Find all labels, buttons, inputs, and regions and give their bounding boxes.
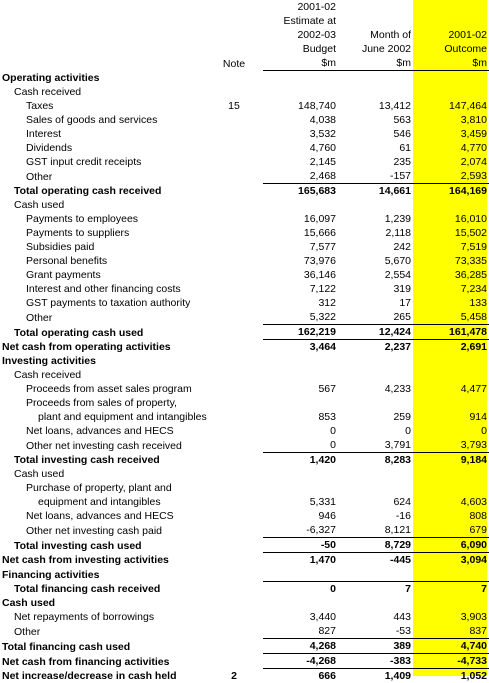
row-outcome: 4,603 xyxy=(413,495,489,509)
row-note xyxy=(205,184,263,199)
row-month: 1,239 xyxy=(338,212,413,226)
row-month: 546 xyxy=(338,127,413,141)
row-label: Subsidies paid xyxy=(0,240,205,254)
row-estimate: 165,683 xyxy=(263,184,338,199)
row-month: 319 xyxy=(338,282,413,296)
row-outcome: 164,169 xyxy=(413,184,489,199)
table-row xyxy=(0,155,489,169)
row-label: Total operating cash received xyxy=(0,184,205,199)
row-note xyxy=(205,340,263,355)
row-label: Cash received xyxy=(0,85,205,99)
row-estimate: 312 xyxy=(263,296,338,310)
row-label: Payments to suppliers xyxy=(0,226,205,240)
row-estimate: 162,219 xyxy=(263,325,338,340)
outcome-header-line-2: Outcome xyxy=(413,42,489,56)
row-month: 259 xyxy=(338,410,413,424)
table-row xyxy=(0,424,489,438)
row-estimate: 853 xyxy=(263,410,338,424)
month-header-unit: $m xyxy=(338,56,413,71)
table-row xyxy=(0,582,489,597)
row-month xyxy=(338,596,413,610)
row-label: Cash used xyxy=(0,198,205,212)
row-month: 17 xyxy=(338,296,413,310)
row-estimate: 4,268 xyxy=(263,639,338,654)
est-header-line-2: Estimate at xyxy=(263,14,338,28)
row-outcome: 0 xyxy=(413,424,489,438)
row-outcome: 3,459 xyxy=(413,127,489,141)
row-estimate xyxy=(263,467,338,481)
row-label: Net cash from operating activities xyxy=(0,340,205,355)
row-note: 15 xyxy=(205,99,263,113)
row-label: Financing activities xyxy=(0,567,205,582)
row-estimate: -50 xyxy=(263,538,338,553)
table-row xyxy=(0,198,489,212)
outcome-header-line-1: 2001-02 xyxy=(413,28,489,42)
row-month: -157 xyxy=(338,169,413,184)
row-label: Net loans, advances and HECS xyxy=(0,509,205,523)
table-row xyxy=(0,99,489,113)
row-month: 61 xyxy=(338,141,413,155)
row-note xyxy=(205,169,263,184)
est-header-line-1: 2001-02 xyxy=(263,0,338,14)
row-month: 5,670 xyxy=(338,254,413,268)
row-note: 2 xyxy=(205,669,263,683)
table-row xyxy=(0,396,489,410)
row-outcome xyxy=(413,567,489,582)
row-estimate: 0 xyxy=(263,582,338,597)
row-note xyxy=(205,354,263,368)
row-estimate xyxy=(263,481,338,495)
row-outcome: 161,478 xyxy=(413,325,489,340)
row-estimate xyxy=(263,396,338,410)
row-label: Cash received xyxy=(0,368,205,382)
table-row xyxy=(0,254,489,268)
row-label: Net cash from investing activities xyxy=(0,553,205,568)
row-estimate: 3,440 xyxy=(263,610,338,624)
row-note xyxy=(205,212,263,226)
row-estimate: 567 xyxy=(263,382,338,396)
est-header-line-3: 2002-03 xyxy=(263,28,338,42)
table-row xyxy=(0,467,489,481)
table-row xyxy=(0,567,489,582)
row-outcome: 3,903 xyxy=(413,610,489,624)
row-outcome: 147,464 xyxy=(413,99,489,113)
row-month: 3,791 xyxy=(338,438,413,453)
row-label: Purchase of property, plant and xyxy=(0,481,205,495)
row-month: 12,424 xyxy=(338,325,413,340)
row-label: Other xyxy=(0,310,205,325)
row-outcome xyxy=(413,368,489,382)
row-month: 563 xyxy=(338,113,413,127)
table-row xyxy=(0,127,489,141)
row-outcome: 5,458 xyxy=(413,310,489,325)
row-label: Cash used xyxy=(0,596,205,610)
table-row xyxy=(0,453,489,468)
row-note xyxy=(205,226,263,240)
row-outcome: 4,770 xyxy=(413,141,489,155)
row-outcome xyxy=(413,198,489,212)
row-outcome: 16,010 xyxy=(413,212,489,226)
row-note xyxy=(205,268,263,282)
table-row xyxy=(0,509,489,523)
row-estimate: 7,577 xyxy=(263,240,338,254)
row-estimate: 7,122 xyxy=(263,282,338,296)
row-month xyxy=(338,467,413,481)
row-label: Cash used xyxy=(0,467,205,481)
header-row-5 xyxy=(0,56,489,71)
row-label: plant and equipment and intangibles xyxy=(0,410,205,424)
row-estimate: 1,420 xyxy=(263,453,338,468)
row-estimate xyxy=(263,354,338,368)
est-header-line-4: Budget xyxy=(263,42,338,56)
row-note xyxy=(205,240,263,254)
row-outcome xyxy=(413,354,489,368)
row-outcome xyxy=(413,396,489,410)
row-estimate: 73,976 xyxy=(263,254,338,268)
row-note xyxy=(205,553,263,568)
row-estimate: 946 xyxy=(263,509,338,523)
row-month: 14,661 xyxy=(338,184,413,199)
table-row xyxy=(0,523,489,538)
row-month: 2,237 xyxy=(338,340,413,355)
row-label: Proceeds from asset sales program xyxy=(0,382,205,396)
row-label: Net increase/decrease in cash held xyxy=(0,669,205,683)
table-row xyxy=(0,85,489,99)
row-note xyxy=(205,410,263,424)
row-note xyxy=(205,325,263,340)
row-note xyxy=(205,282,263,296)
row-outcome: 15,502 xyxy=(413,226,489,240)
row-month: -16 xyxy=(338,509,413,523)
table-row xyxy=(0,113,489,127)
row-note xyxy=(205,155,263,169)
row-label: Taxes xyxy=(0,99,205,113)
row-month: 0 xyxy=(338,424,413,438)
row-outcome xyxy=(413,85,489,99)
row-outcome: 679 xyxy=(413,523,489,538)
row-outcome: 2,691 xyxy=(413,340,489,355)
row-note xyxy=(205,523,263,538)
row-estimate xyxy=(263,71,338,86)
table-row xyxy=(0,212,489,226)
table-row xyxy=(0,382,489,396)
row-month: 2,118 xyxy=(338,226,413,240)
row-label: Other net investing cash paid xyxy=(0,523,205,538)
row-label: Interest xyxy=(0,127,205,141)
row-note xyxy=(205,567,263,582)
row-label: Proceeds from sales of property, xyxy=(0,396,205,410)
row-estimate: 2,145 xyxy=(263,155,338,169)
row-label: Other xyxy=(0,169,205,184)
row-label: Other net investing cash received xyxy=(0,438,205,453)
row-estimate: -6,327 xyxy=(263,523,338,538)
row-outcome: 4,477 xyxy=(413,382,489,396)
table-row xyxy=(0,282,489,296)
row-note xyxy=(205,368,263,382)
row-estimate xyxy=(263,198,338,212)
row-note xyxy=(205,85,263,99)
row-label: Interest and other financing costs xyxy=(0,282,205,296)
row-note xyxy=(205,424,263,438)
row-month: 265 xyxy=(338,310,413,325)
row-outcome: 808 xyxy=(413,509,489,523)
row-label: Other xyxy=(0,624,205,639)
table-row xyxy=(0,410,489,424)
table-row xyxy=(0,624,489,639)
row-month: -383 xyxy=(338,654,413,669)
row-label: Total financing cash received xyxy=(0,582,205,597)
row-label: GST input credit receipts xyxy=(0,155,205,169)
row-note xyxy=(205,481,263,495)
row-estimate: 666 xyxy=(263,669,338,683)
row-outcome: 3,094 xyxy=(413,553,489,568)
row-label: Dividends xyxy=(0,141,205,155)
row-estimate xyxy=(263,85,338,99)
row-note xyxy=(205,127,263,141)
table-row xyxy=(0,354,489,368)
table-row xyxy=(0,368,489,382)
row-label: Grant payments xyxy=(0,268,205,282)
row-label: equipment and intangibles xyxy=(0,495,205,509)
row-note xyxy=(205,254,263,268)
table-row xyxy=(0,596,489,610)
row-estimate: 5,322 xyxy=(263,310,338,325)
row-note xyxy=(205,453,263,468)
row-month: 8,121 xyxy=(338,523,413,538)
row-month: 8,729 xyxy=(338,538,413,553)
row-label: Personal benefits xyxy=(0,254,205,268)
table-row xyxy=(0,654,489,669)
row-note xyxy=(205,624,263,639)
row-note xyxy=(205,141,263,155)
month-header-line-2: June 2002 xyxy=(338,42,413,56)
row-month: 443 xyxy=(338,610,413,624)
row-month xyxy=(338,481,413,495)
row-note xyxy=(205,396,263,410)
row-month: 242 xyxy=(338,240,413,254)
row-label: Net repayments of borrowings xyxy=(0,610,205,624)
row-label: Operating activities xyxy=(0,71,205,86)
row-label: Total investing cash received xyxy=(0,453,205,468)
row-outcome: 837 xyxy=(413,624,489,639)
row-estimate: 16,097 xyxy=(263,212,338,226)
row-estimate: 3,464 xyxy=(263,340,338,355)
row-estimate: 4,038 xyxy=(263,113,338,127)
row-outcome: 7,519 xyxy=(413,240,489,254)
row-note xyxy=(205,509,263,523)
outcome-header-unit: $m xyxy=(413,56,489,71)
row-outcome: 73,335 xyxy=(413,254,489,268)
row-month: 235 xyxy=(338,155,413,169)
table-row xyxy=(0,538,489,553)
table-row xyxy=(0,169,489,184)
row-outcome xyxy=(413,467,489,481)
row-month: -445 xyxy=(338,553,413,568)
row-outcome: 4,740 xyxy=(413,639,489,654)
row-label: Total financing cash used xyxy=(0,639,205,654)
row-month xyxy=(338,368,413,382)
row-label: Investing activities xyxy=(0,354,205,368)
row-outcome: 6,090 xyxy=(413,538,489,553)
row-note xyxy=(205,596,263,610)
row-month: 8,283 xyxy=(338,453,413,468)
row-outcome: 7 xyxy=(413,582,489,597)
row-estimate: 5,331 xyxy=(263,495,338,509)
table-row xyxy=(0,310,489,325)
row-note xyxy=(205,198,263,212)
row-estimate: 3,532 xyxy=(263,127,338,141)
row-outcome: 9,184 xyxy=(413,453,489,468)
table-row xyxy=(0,71,489,86)
month-header-line-1: Month of xyxy=(338,28,413,42)
row-estimate: 2,468 xyxy=(263,169,338,184)
table-row xyxy=(0,240,489,254)
table-row xyxy=(0,553,489,568)
row-month: 1,409 xyxy=(338,669,413,683)
row-estimate: -4,268 xyxy=(263,654,338,669)
row-estimate: 148,740 xyxy=(263,99,338,113)
row-outcome: 36,285 xyxy=(413,268,489,282)
table-row xyxy=(0,438,489,453)
row-outcome: 7,234 xyxy=(413,282,489,296)
row-outcome: 2,593 xyxy=(413,169,489,184)
row-note xyxy=(205,310,263,325)
header-row-4 xyxy=(0,42,489,56)
row-month: 389 xyxy=(338,639,413,654)
row-note xyxy=(205,654,263,669)
row-note xyxy=(205,610,263,624)
est-header-unit: $m xyxy=(263,56,338,71)
row-estimate xyxy=(263,567,338,582)
row-note xyxy=(205,582,263,597)
table-row xyxy=(0,325,489,340)
table-row xyxy=(0,639,489,654)
table-row xyxy=(0,610,489,624)
header-row-2 xyxy=(0,14,489,28)
row-estimate: 0 xyxy=(263,438,338,453)
row-outcome: 133 xyxy=(413,296,489,310)
row-outcome xyxy=(413,596,489,610)
table-row xyxy=(0,296,489,310)
row-label: Net loans, advances and HECS xyxy=(0,424,205,438)
row-outcome xyxy=(413,481,489,495)
row-label: Total investing cash used xyxy=(0,538,205,553)
row-month: 4,233 xyxy=(338,382,413,396)
row-month xyxy=(338,71,413,86)
row-outcome: -4,733 xyxy=(413,654,489,669)
row-note xyxy=(205,438,263,453)
row-month xyxy=(338,354,413,368)
row-estimate: 4,760 xyxy=(263,141,338,155)
row-note xyxy=(205,538,263,553)
row-outcome: 1,052 xyxy=(413,669,489,683)
row-month: -53 xyxy=(338,624,413,639)
table-row xyxy=(0,495,489,509)
table-row xyxy=(0,481,489,495)
row-note xyxy=(205,296,263,310)
row-estimate: 15,666 xyxy=(263,226,338,240)
row-month: 7 xyxy=(338,582,413,597)
row-outcome: 914 xyxy=(413,410,489,424)
row-label: Payments to employees xyxy=(0,212,205,226)
note-header: Note xyxy=(205,56,263,71)
table-row xyxy=(0,340,489,355)
row-estimate: 36,146 xyxy=(263,268,338,282)
row-label: Total operating cash used xyxy=(0,325,205,340)
table-row xyxy=(0,268,489,282)
table-row xyxy=(0,141,489,155)
row-note xyxy=(205,382,263,396)
row-label: GST payments to taxation authority xyxy=(0,296,205,310)
row-note xyxy=(205,639,263,654)
row-outcome: 3,810 xyxy=(413,113,489,127)
row-note xyxy=(205,113,263,127)
row-month: 624 xyxy=(338,495,413,509)
row-month: 2,554 xyxy=(338,268,413,282)
row-month xyxy=(338,567,413,582)
row-estimate: 0 xyxy=(263,424,338,438)
table-row xyxy=(0,184,489,199)
row-estimate xyxy=(263,368,338,382)
row-estimate xyxy=(263,596,338,610)
row-month xyxy=(338,198,413,212)
row-outcome: 2,074 xyxy=(413,155,489,169)
header-row-1 xyxy=(0,0,489,14)
table-row xyxy=(0,226,489,240)
row-outcome: 3,793 xyxy=(413,438,489,453)
row-note xyxy=(205,467,263,481)
row-outcome xyxy=(413,71,489,86)
header-row-3 xyxy=(0,28,489,42)
row-note xyxy=(205,71,263,86)
row-label: Net cash from financing activities xyxy=(0,654,205,669)
row-estimate: 827 xyxy=(263,624,338,639)
row-note xyxy=(205,495,263,509)
row-month xyxy=(338,396,413,410)
row-label: Sales of goods and services xyxy=(0,113,205,127)
row-estimate: 1,470 xyxy=(263,553,338,568)
row-month xyxy=(338,85,413,99)
row-month: 13,412 xyxy=(338,99,413,113)
